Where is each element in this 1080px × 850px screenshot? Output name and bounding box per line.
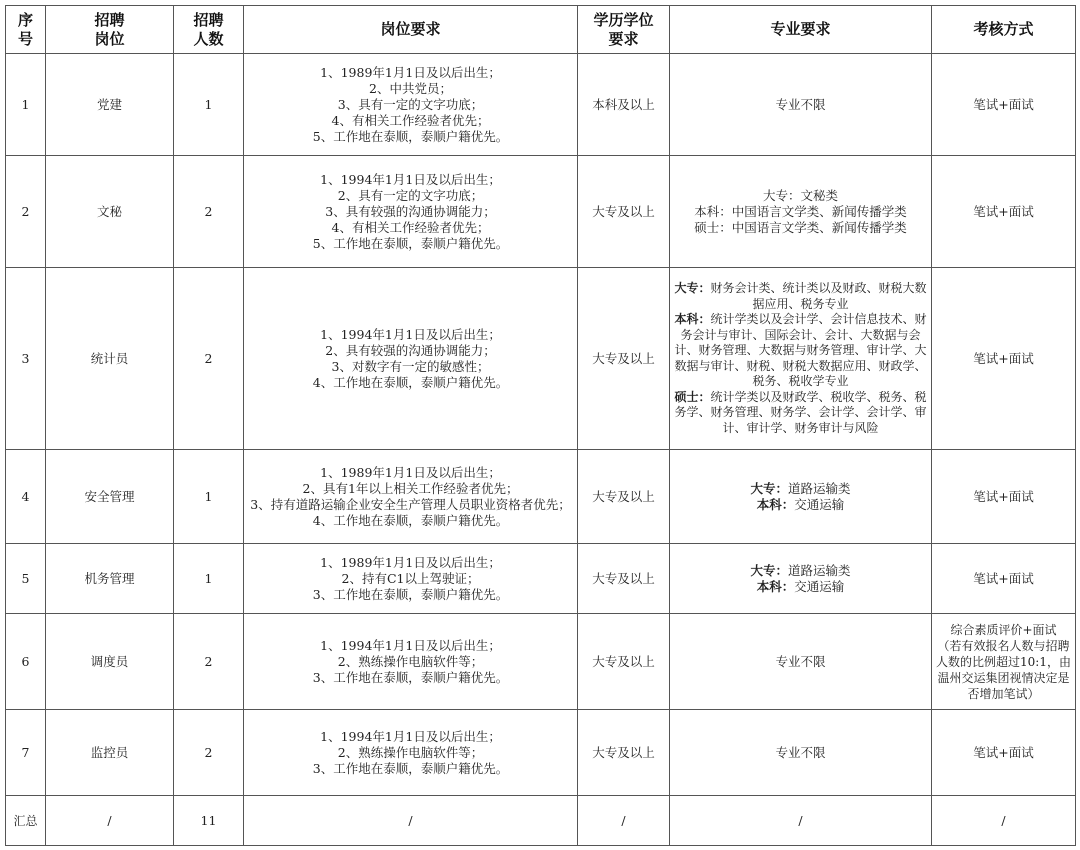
cell-position: 调度员 xyxy=(46,614,174,710)
requirement-line: 3、工作地在泰顺，泰顺户籍优先。 xyxy=(312,586,509,602)
cell-education: 大专及以上 xyxy=(578,544,670,614)
requirement-line: 3、具有较强的沟通协调能力； xyxy=(325,203,496,219)
cell-count: 2 xyxy=(174,268,244,450)
requirement-line: 1、1994年1月1日及以后出生； xyxy=(320,728,501,744)
requirement-line: 2、中共党员； xyxy=(369,80,452,96)
summary-count: 11 xyxy=(174,796,244,846)
cell-major: 专业不限 xyxy=(670,710,932,796)
cell-major: 专业不限 xyxy=(670,614,932,710)
cell-requirements xyxy=(244,544,578,614)
cell-education: 大专及以上 xyxy=(578,450,670,544)
cell-education: 大专及以上 xyxy=(578,614,670,710)
summary-requirements: / xyxy=(244,796,578,846)
major-line: 大专：文秘类 xyxy=(762,187,838,203)
cell-education: 大专及以上 xyxy=(578,710,670,796)
requirement-line: 1、1994年1月1日及以后出生； xyxy=(320,637,501,653)
summary-major: / xyxy=(670,796,932,846)
requirement-line: 3、对数字有一定的敏感性； xyxy=(331,358,490,374)
major-text: 统计学类以及会计学、会计信息技术、财务会计与审计、国际会计、会计、大数据与会计、财务管理、大数据与财务管理、审计学、大数据与审计、财税、财税大数据应用、财政学、税务、税收学专业 xyxy=(674,312,927,388)
cell-seq: 4 xyxy=(6,450,46,544)
cell-education: 大专及以上 xyxy=(578,156,670,268)
recruitment-table xyxy=(5,5,1076,846)
cell-count: 1 xyxy=(174,544,244,614)
cell-count: 2 xyxy=(174,710,244,796)
major-block xyxy=(673,312,928,390)
table-row xyxy=(6,156,1076,268)
header-major: 专业要求 xyxy=(670,6,932,54)
requirement-line: 2、持有C1以上驾驶证； xyxy=(341,570,480,586)
cell-position: 安全管理 xyxy=(46,450,174,544)
cell-education: 本科及以上 xyxy=(578,54,670,156)
requirement-line: 1、1989年1月1日及以后出生； xyxy=(320,554,501,570)
table-row xyxy=(6,614,1076,710)
cell-major: 专业不限 xyxy=(670,54,932,156)
major-block xyxy=(673,281,928,312)
major-text: 道路运输类 xyxy=(788,480,851,496)
header-row xyxy=(6,6,1076,54)
requirement-line: 1、1989年1月1日及以后出生； xyxy=(320,64,501,80)
cell-count: 2 xyxy=(174,614,244,710)
cell-assessment: 笔试+面试 xyxy=(932,544,1076,614)
table-row xyxy=(6,450,1076,544)
major-label: 本科： xyxy=(756,496,795,512)
major-line xyxy=(673,497,928,513)
cell-assessment: 笔试+面试 xyxy=(932,54,1076,156)
requirement-line: 1、1994年1月1日及以后出生； xyxy=(320,171,501,187)
cell-seq: 5 xyxy=(6,544,46,614)
requirement-line: 2、具有较强的沟通协调能力； xyxy=(325,342,496,358)
summary-row xyxy=(6,796,1076,846)
major-text: 财务会计类、统计类以及财政、财税大数据应用、税务专业 xyxy=(710,281,927,311)
cell-requirements xyxy=(244,156,578,268)
requirement-line: 3、持有道路运输企业安全生产管理人员职业资格者优先； xyxy=(250,496,571,512)
major-label: 硕士： xyxy=(674,389,711,404)
header-position: 招聘 岗位 xyxy=(46,6,174,54)
requirement-line: 2、熟练操作电脑软件等； xyxy=(337,744,484,760)
header-education: 学历学位 要求 xyxy=(578,6,670,54)
major-block xyxy=(673,390,928,437)
header-assessment: 考核方式 xyxy=(932,6,1076,54)
requirement-line: 1、1994年1月1日及以后出生； xyxy=(320,326,501,342)
major-label: 大专： xyxy=(674,281,711,295)
major-label: 大专： xyxy=(750,480,788,496)
cell-education: 大专及以上 xyxy=(578,268,670,450)
major-line: 硕士：中国语言文学类、新闻传播学类 xyxy=(694,219,907,235)
cell-requirements xyxy=(244,54,578,156)
requirement-line: 4、工作地在泰顺，泰顺户籍优先。 xyxy=(312,512,509,528)
requirement-line: 4、有相关工作经验者优先； xyxy=(331,112,490,128)
cell-seq: 6 xyxy=(6,614,46,710)
cell-assessment: 笔试+面试 xyxy=(932,450,1076,544)
cell-seq: 1 xyxy=(6,54,46,156)
cell-count: 2 xyxy=(174,156,244,268)
major-text: 交通运输 xyxy=(794,496,845,512)
cell-major xyxy=(670,156,932,268)
major-label: 本科： xyxy=(756,578,795,594)
requirement-line: 4、工作地在泰顺，泰顺户籍优先。 xyxy=(312,374,509,390)
summary-position: / xyxy=(46,796,174,846)
major-text: 道路运输类 xyxy=(788,562,851,578)
requirement-line: 3、具有一定的文字功底； xyxy=(337,96,484,112)
cell-seq: 2 xyxy=(6,156,46,268)
major-label: 本科： xyxy=(674,312,711,326)
cell-assessment: 笔试+面试 xyxy=(932,268,1076,450)
cell-requirements xyxy=(244,710,578,796)
cell-position: 监控员 xyxy=(46,710,174,796)
requirement-line: 2、熟练操作电脑软件等； xyxy=(337,653,484,669)
requirement-line: 5、工作地在泰顺，泰顺户籍优先。 xyxy=(312,128,509,144)
requirement-line: 3、工作地在泰顺，泰顺户籍优先。 xyxy=(312,669,509,685)
summary-assessment: / xyxy=(932,796,1076,846)
requirement-line: 5、工作地在泰顺，泰顺户籍优先。 xyxy=(312,235,509,251)
major-line xyxy=(673,579,928,595)
cell-assessment: 综合素质评价+面试 （若有效报名人数与招聘人数的比例超过10:1，由温州交运集团视情决定是否增加笔试） xyxy=(932,614,1076,710)
table-row xyxy=(6,268,1076,450)
table-row xyxy=(6,544,1076,614)
cell-major xyxy=(670,450,932,544)
cell-position: 统计员 xyxy=(46,268,174,450)
major-text: 统计学类以及财政学、税收学、税务、税务学、财务管理、财务学、会计学、会计学、审计、审计学、财务审计与风险 xyxy=(674,389,927,435)
table-row xyxy=(6,54,1076,156)
cell-count: 1 xyxy=(174,450,244,544)
requirement-line: 4、有相关工作经验者优先； xyxy=(331,219,490,235)
major-line xyxy=(673,481,928,497)
major-text: 交通运输 xyxy=(794,578,845,594)
header-requirements: 岗位要求 xyxy=(244,6,578,54)
major-line: 本科：中国语言文学类、新闻传播学类 xyxy=(694,203,907,219)
major-line xyxy=(673,563,928,579)
requirement-line: 2、具有一定的文字功底； xyxy=(337,187,484,203)
cell-position: 文秘 xyxy=(46,156,174,268)
table-row xyxy=(6,710,1076,796)
cell-requirements xyxy=(244,614,578,710)
header-seq: 序 号 xyxy=(6,6,46,54)
header-count: 招聘 人数 xyxy=(174,6,244,54)
cell-requirements xyxy=(244,450,578,544)
cell-requirements xyxy=(244,268,578,450)
cell-count: 1 xyxy=(174,54,244,156)
cell-seq: 3 xyxy=(6,268,46,450)
cell-assessment: 笔试+面试 xyxy=(932,710,1076,796)
cell-seq: 7 xyxy=(6,710,46,796)
cell-major xyxy=(670,544,932,614)
requirement-line: 1、1989年1月1日及以后出生； xyxy=(320,464,501,480)
cell-major xyxy=(670,268,932,450)
major-label: 大专： xyxy=(750,562,788,578)
cell-assessment: 笔试+面试 xyxy=(932,156,1076,268)
requirement-line: 3、工作地在泰顺，泰顺户籍优先。 xyxy=(312,760,509,776)
summary-seq: 汇总 xyxy=(6,796,46,846)
cell-position: 党建 xyxy=(46,54,174,156)
summary-education: / xyxy=(578,796,670,846)
requirement-line: 2、具有1年以上相关工作经验者优先； xyxy=(302,480,519,496)
cell-position: 机务管理 xyxy=(46,544,174,614)
